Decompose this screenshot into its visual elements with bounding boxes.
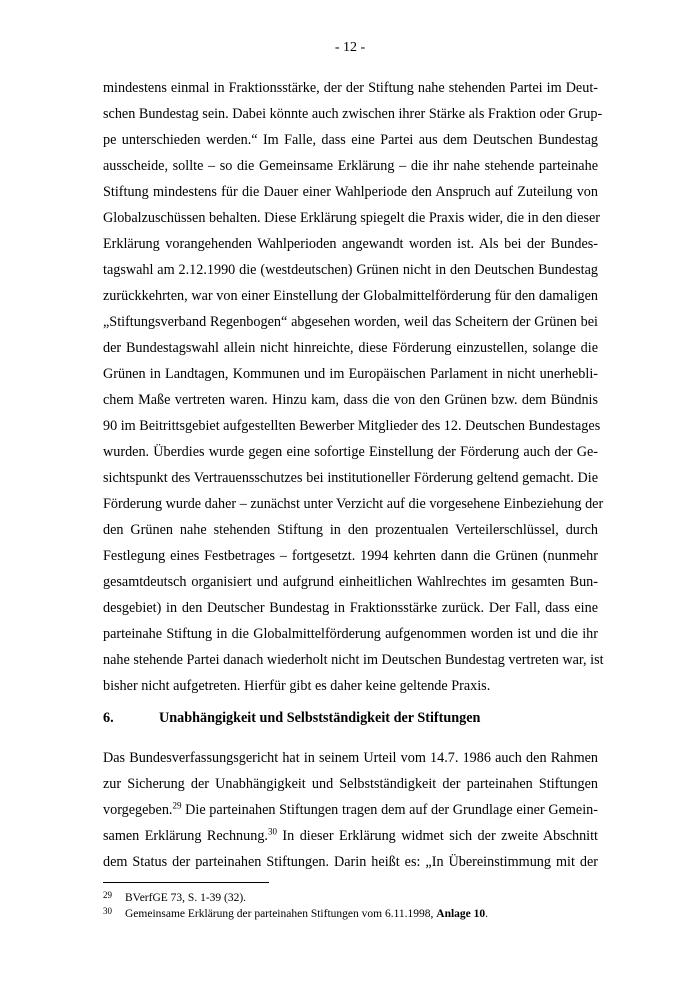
text-line: Das Bundesverfassungsgericht hat in seinem Urteil vom 14.7. 1986 auch den Rahmen [103,750,598,766]
footnote-ref-29: 29 [172,800,182,811]
text-line: 90 im Beitrittsgebiet aufgestellten Bewerber Mitglieder des 12. Deutschen Bundestages [103,418,601,434]
text-segment: vorgegeben. [103,802,173,818]
section-title: Unabhängigkeit und Selbstständigkeit der Stiftungen [159,710,481,726]
footnote-ref-30: 30 [267,826,277,837]
text-segment: Die parteinahen Stiftungen tragen dem auf der Grundlage einer Gemein- [181,802,598,818]
text-line: Globalzuschüssen behalten. Diese Erklärung spiegelt die Praxis wider, die in den dieser [103,210,601,226]
text-line: den Grünen nahe stehenden Stiftung in den prozentualen Verteilerschlüssel, durch [103,522,598,538]
section-number: 6. [103,710,114,726]
text-line: pe unterschieden werden.“ Im Falle, dass eine Partei aus dem Deutschen Bundestag [103,132,598,148]
text-line: Erklärung vorangehenden Wahlperioden angewandt worden ist. Als bei der Bundes- [103,236,598,252]
text-line: schen Bundestag sein. Dabei könnte auch zwischen ihrer Stärke als Fraktion oder Grup- [103,106,603,122]
text-line: parteinahe Stiftung in die Globalmittelförderung aufgenommen worden ist und die ihr [103,626,598,642]
text-line: der Bundestagswahl allein nicht hinreichte, diese Förderung einzustellen, solange die [103,340,598,356]
text-line: Stiftung mindestens für die Dauer einer Wahlperiode den Anspruch auf Zuteilung von [103,184,598,200]
text-line: chem Maße vertreten waren. Hinzu kam, dass die von den Grünen bzw. dem Bündnis [103,392,598,408]
text-line: nahe stehende Partei danach wiederholt nicht im Deutschen Bundestag vertreten war, ist [103,652,604,668]
text-line: dem Status der parteinahen Stiftungen. Darin heißt es: „In Übereinstimmung mit der [103,854,598,870]
text-line: Grünen in Landtagen, Kommunen und im Europäischen Parlament in nicht unerhebli- [103,366,598,382]
text-line: zurückkehrten, war von einer Einstellung der Globalmittelförderung für den damaligen [103,288,598,304]
text-line: Förderung wurde daher – zunächst unter Verzicht auf die vorgesehene Einbeziehung der [103,496,604,512]
footnote-number: 29 [103,890,112,900]
text-line: mindestens einmal in Fraktionsstärke, der der Stiftung nahe stehenden Partei im Deut- [103,80,598,96]
text-line: Festlegung eines Festbetrages – fortgesetzt. 1994 kehrten dann die Grünen (nunmehr [103,548,598,564]
text-line: ausscheide, sollte – so die Gemeinsame Erklärung – die ihr nahe stehende parteinahe [103,158,598,174]
footnote-number: 30 [103,906,112,916]
footnote-text: Gemeinsame Erklärung der parteinahen Stiftungen vom 6.11.1998, [125,908,437,920]
section-heading [103,710,598,727]
text-segment: samen Erklärung Rechnung. [103,828,268,844]
text-line: desgebiet) in den Deutscher Bundestag in Fraktionsstärke zurück. Der Fall, dass eine [103,600,598,616]
text-line: bisher nicht aufgetreten. Hierfür gibt es daher keine geltende Praxis. [103,678,491,694]
text-line: wurden. Überdies wurde gegen eine sofortige Einstellung der Förderung auch der Ge- [103,444,598,460]
footnote-text: BVerfGE 73, S. 1-39 (32). [125,892,247,904]
footnote-annex-ref: Anlage 10 [436,908,486,920]
footnote-divider [103,882,269,883]
text-line: sichtspunkt des Vertrauensschutzes bei institutioneller Förderung geltend gemacht. Die [103,470,598,486]
text-line: gesamtdeutsch organisiert und aufgrund einheitlichen Wahlrechtes im gesamten Bun- [103,574,598,590]
page-number: - 12 - [334,40,366,55]
footnote-trailing: . [485,908,489,920]
text-line: zur Sicherung der Unabhängigkeit und Selbstständigkeit der parteinahen Stiftungen [103,776,598,792]
text-line [103,828,598,845]
text-line [103,802,598,819]
text-line: „Stiftungsverband Regenbogen“ abgesehen worden, weil das Scheitern der Grünen bei [103,314,598,330]
footnote-30 [103,907,598,921]
text-segment: In dieser Erklärung widmet sich der zweite Abschnitt [276,828,598,844]
footnote-29 [103,891,598,905]
text-line: tagswahl am 2.12.1990 die (westdeutschen) Grünen nicht in den Deutschen Bundestag [103,262,598,278]
